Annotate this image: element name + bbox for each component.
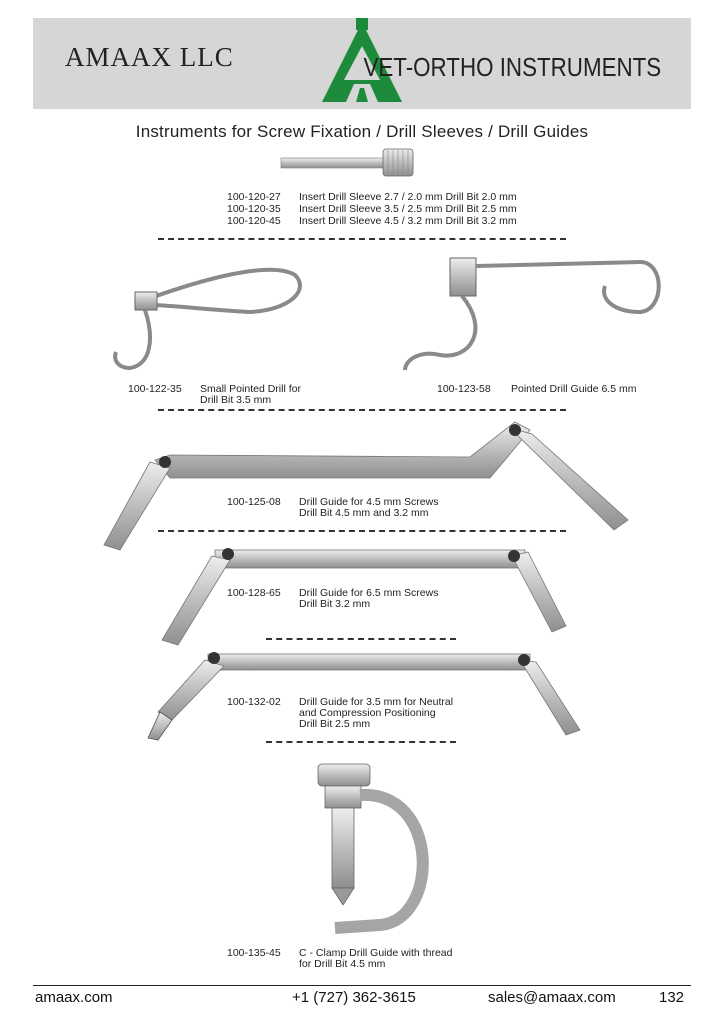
- caption-100-122-35: [128, 384, 328, 408]
- caption-100-123-58: [437, 384, 657, 396]
- product-code: 100-120-27: [227, 191, 281, 203]
- product-description: Pointed Drill Guide 6.5 mm: [511, 383, 637, 395]
- divider: [266, 741, 456, 743]
- product-code: 100-120-45: [227, 215, 281, 227]
- product-code: 100-122-35: [128, 383, 182, 395]
- product-code: 100-125-08: [227, 496, 281, 508]
- product-code: 100-123-58: [437, 383, 491, 395]
- caption-100-128-65: [227, 588, 487, 612]
- product-description: and Compression Positioning: [299, 707, 436, 719]
- divider: [158, 238, 566, 240]
- product-description: Insert Drill Sleeve 4.5 / 3.2 mm Drill Bit 3.2 mm: [299, 215, 517, 227]
- product-description: for Drill Bit 4.5 mm: [299, 958, 386, 970]
- product-description: Drill Guide for 3.5 mm for Neutral: [299, 696, 454, 708]
- product-description: Drill Bit 3.5 mm: [200, 394, 272, 406]
- product-code: 100-120-35: [227, 203, 281, 215]
- divider: [158, 530, 566, 532]
- company-name: AMAAX LLC: [65, 42, 234, 72]
- caption-sleeves: [227, 192, 547, 228]
- product-description: Drill Guide for 4.5 mm Screws: [299, 496, 439, 508]
- product-description: Drill Bit 2.5 mm: [299, 718, 371, 730]
- footer-phone[interactable]: +1 (727) 362-3615: [292, 989, 416, 1006]
- product-code: 100-128-65: [227, 587, 281, 599]
- product-code: 100-132-02: [227, 696, 281, 708]
- footer-website[interactable]: amaax.com: [35, 989, 113, 1006]
- product-description: C - Clamp Drill Guide with thread: [299, 947, 453, 959]
- caption-100-125-08: [227, 497, 487, 521]
- product-description: Insert Drill Sleeve 2.7 / 2.0 mm Drill Bit 2.0 mm: [299, 191, 517, 203]
- brand-name: VET-ORTHO INSTRUMENTS: [363, 52, 661, 82]
- product-code: 100-135-45: [227, 947, 281, 959]
- footer-email[interactable]: sales@amaax.com: [488, 989, 616, 1006]
- product-description: Drill Guide for 6.5 mm Screws: [299, 587, 439, 599]
- caption-100-132-02: [227, 697, 487, 733]
- page-number: 132: [659, 989, 685, 1006]
- insert-drill-sleeve-image: [281, 149, 413, 176]
- product-description: Small Pointed Drill for: [200, 383, 301, 395]
- product-description: Drill Bit 4.5 mm and 3.2 mm: [299, 507, 429, 519]
- page-title: Instruments for Screw Fixation / Drill Sleeves / Drill Guides: [135, 122, 589, 141]
- product-description: Insert Drill Sleeve 3.5 / 2.5 mm Drill Bit 2.5 mm: [299, 203, 517, 215]
- footer-divider: [33, 985, 691, 986]
- small-pointed-drill-image: [115, 270, 300, 368]
- product-description: Drill Bit 3.2 mm: [299, 598, 371, 610]
- caption-100-135-45: [227, 948, 487, 972]
- pointed-drill-guide-image: [405, 258, 659, 370]
- c-clamp-drill-guide-image: [318, 764, 423, 928]
- divider: [158, 409, 566, 411]
- divider: [266, 638, 456, 640]
